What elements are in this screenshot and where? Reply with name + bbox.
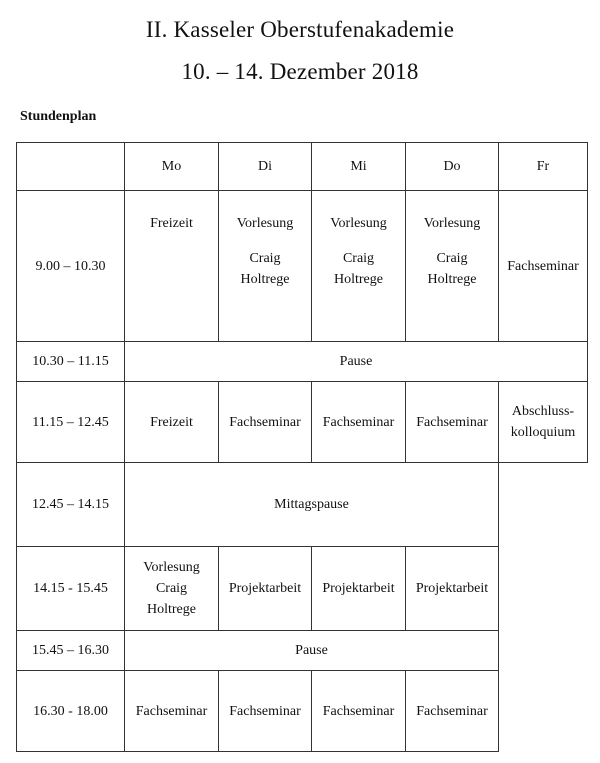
time-cell: 16.30 - 18.00 <box>17 671 125 752</box>
slot-cell <box>312 547 406 631</box>
slot-line: Fachseminar <box>507 258 579 274</box>
slot-line: Vorlesung <box>330 216 387 231</box>
slot-cell <box>312 382 406 463</box>
break-cell: Pause <box>125 342 588 382</box>
slot-cell <box>219 382 312 463</box>
slot-line: Fachseminar <box>229 414 301 430</box>
slot-cell <box>219 191 312 342</box>
slot-cell <box>125 547 219 631</box>
slot-line: Vorlesung <box>423 216 481 231</box>
slot-line: Holtrege <box>427 272 477 287</box>
slot-line: Fachseminar <box>416 703 488 719</box>
slot-cell <box>499 382 588 463</box>
table-row <box>17 547 588 631</box>
slot-line: Fachseminar <box>135 703 208 719</box>
slot-cell <box>499 191 588 342</box>
day-header-do: Do <box>406 143 499 191</box>
table-row <box>17 191 588 342</box>
time-cell: 9.00 – 10.30 <box>17 191 125 342</box>
slot-cell <box>406 382 499 463</box>
section-label: Stundenplan <box>20 109 97 124</box>
empty-cell <box>499 631 588 671</box>
slot-line: Craig <box>155 581 188 596</box>
slot-cell <box>406 547 499 631</box>
corner-cell <box>17 143 125 191</box>
empty-cell <box>499 463 588 547</box>
slot-line: Fachseminar <box>322 703 395 719</box>
slot-line: Vorlesung <box>143 560 200 575</box>
slot-line: Freizeit <box>150 414 193 430</box>
slot-line: Fachseminar <box>322 414 395 430</box>
slot-line: Craig <box>249 251 281 266</box>
day-header-mi: Mi <box>312 143 406 191</box>
time-cell: 14.15 - 15.45 <box>17 547 125 631</box>
slot-cell <box>312 191 406 342</box>
slot-cell <box>125 191 219 342</box>
slot-cell <box>219 547 312 631</box>
slot-line: Craig <box>342 251 375 266</box>
time-cell: 11.15 – 12.45 <box>17 382 125 463</box>
table-row <box>17 631 588 671</box>
slot-cell <box>406 671 499 752</box>
time-cell: 15.45 – 16.30 <box>17 631 125 671</box>
slot-line: Fachseminar <box>229 703 301 719</box>
slot-line: Projektarbeit <box>322 581 395 596</box>
empty-cell <box>499 547 588 631</box>
header-row <box>17 143 588 191</box>
table-row <box>17 382 588 463</box>
slot-cell <box>219 671 312 752</box>
break-cell: Mittagspause <box>125 463 499 547</box>
slot-line: Projektarbeit <box>415 581 489 596</box>
slot-line: kolloquium <box>510 425 576 440</box>
slot-line: Holtrege <box>334 272 383 287</box>
slot-line: Abschluss- <box>511 404 575 419</box>
time-cell: 12.45 – 14.15 <box>17 463 125 547</box>
day-header-mo: Mo <box>125 143 219 191</box>
day-header-fr: Fr <box>499 143 588 191</box>
slot-cell <box>406 191 499 342</box>
timetable <box>16 142 588 752</box>
slot-line: Vorlesung <box>236 216 294 231</box>
slot-line: Holtrege <box>240 272 290 287</box>
slot-line: Projektarbeit <box>228 581 302 596</box>
break-cell: Pause <box>125 631 499 671</box>
empty-cell <box>499 671 588 752</box>
slot-line: Fachseminar <box>416 414 488 430</box>
document-dates: 10. – 14. Dezember 2018 <box>181 59 419 84</box>
slot-cell <box>125 671 219 752</box>
slot-line: Holtrege <box>147 602 196 617</box>
table-row <box>17 342 588 382</box>
table-row <box>17 463 588 547</box>
slot-line: Craig <box>436 251 468 266</box>
slot-line: Freizeit <box>150 216 193 231</box>
day-header-di: Di <box>219 143 312 191</box>
document-title: II. Kasseler Oberstufenakademie <box>145 17 455 42</box>
slot-cell <box>312 671 406 752</box>
time-cell: 10.30 – 11.15 <box>17 342 125 382</box>
slot-cell <box>125 382 219 463</box>
table-row <box>17 671 588 752</box>
